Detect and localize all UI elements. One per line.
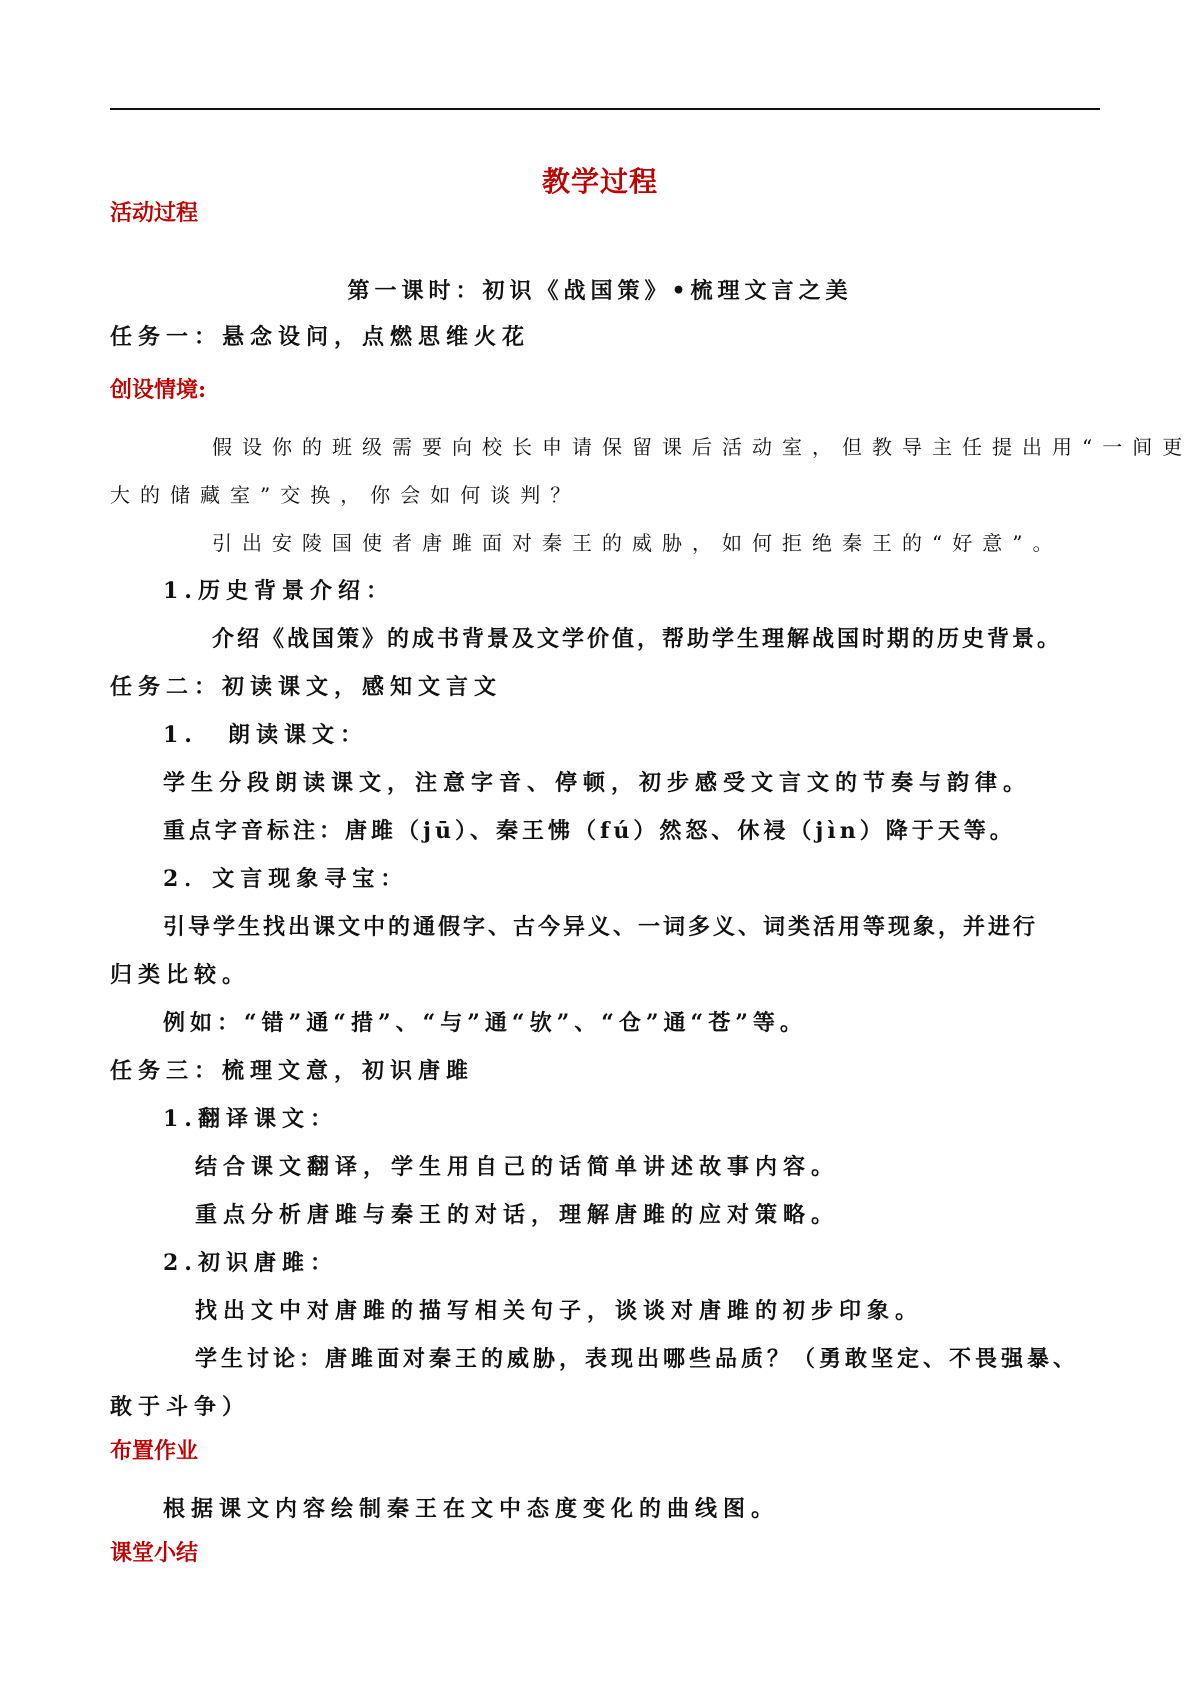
t2-2-title: 2．文言现象寻宝： bbox=[163, 866, 409, 892]
scenario-p1-line1: 假设你的班级需要向校长申请保留课后活动室，但教导主任提出用“一间更 bbox=[212, 435, 1193, 459]
t2-2-p2: 例如：“错”通“措”、“与”通“欤”、“仓”通“苍”等。 bbox=[163, 1010, 807, 1036]
scenario-p1-line2: 大的储藏室”交换，你会如何谈判？ bbox=[110, 483, 581, 507]
t3-1-p1: 结合课文翻译，学生用自己的话简单讲述故事内容。 bbox=[195, 1154, 840, 1180]
task3-heading: 任务三：梳理文意，初识唐雎 bbox=[110, 1058, 475, 1084]
t2-1-p2: 重点字音标注：唐雎（jū）、秦王怫（fú）然怒、休祲（jìn）降于天等。 bbox=[163, 818, 1016, 844]
header-rule bbox=[110, 108, 1100, 110]
page-title: 教学过程 bbox=[541, 165, 658, 198]
t2-1-p1: 学生分段朗读课文，注意字音、停顿，初步感受文言文的节奏与韵律。 bbox=[163, 770, 1032, 796]
t2-1-title: 朗读课文： bbox=[228, 722, 369, 748]
t3-2-title: 2.初识唐雎： bbox=[163, 1250, 338, 1276]
task1-heading: 任务一：悬念设问，点燃思维火花 bbox=[110, 324, 531, 350]
heading-summary: 课堂小结 bbox=[110, 1540, 199, 1566]
bg-heading: 1.历史背景介绍： bbox=[163, 578, 394, 604]
t3-2-p2-line1: 学生讨论：唐雎面对秦王的威胁，表现出哪些品质？（勇敢坚定、不畏强暴、 bbox=[195, 1346, 1080, 1372]
t3-2-p1: 找出文中对唐雎的描写相关句子，谈谈对唐雎的初步印象。 bbox=[195, 1298, 924, 1324]
t2-2-p1-line1: 引导学生找出课文中的通假字、古今异义、一词多义、词类活用等现象，并进行 bbox=[163, 914, 1039, 940]
task2-heading: 任务二：初读课文，感知文言文 bbox=[110, 674, 503, 700]
lesson-title: 第一课时：初识《战国策》•梳理文言之美 bbox=[347, 278, 853, 304]
heading-activity: 活动过程 bbox=[110, 200, 199, 226]
t3-1-title: 1.翻译课文： bbox=[163, 1106, 338, 1132]
t3-2-p2-line2: 敢于斗争） bbox=[110, 1394, 251, 1420]
t2-2-p1-line2: 归类比较。 bbox=[110, 962, 251, 988]
heading-scenario: 创设情境: bbox=[110, 377, 207, 403]
t3-1-p2: 重点分析唐雎与秦王的对话，理解唐雎的应对策略。 bbox=[195, 1202, 840, 1228]
t2-1-number: 1. bbox=[163, 722, 198, 748]
heading-homework: 布置作业 bbox=[110, 1438, 199, 1464]
homework-text: 根据课文内容绘制秦王在文中态度变化的曲线图。 bbox=[163, 1496, 780, 1522]
bg-text: 介绍《战国策》的成书背景及文学价值，帮助学生理解战国时期的历史背景。 bbox=[212, 626, 1063, 652]
scenario-p2: 引出安陵国使者唐雎面对秦王的威胁，如何拒绝秦王的“好意”。 bbox=[212, 531, 1063, 555]
